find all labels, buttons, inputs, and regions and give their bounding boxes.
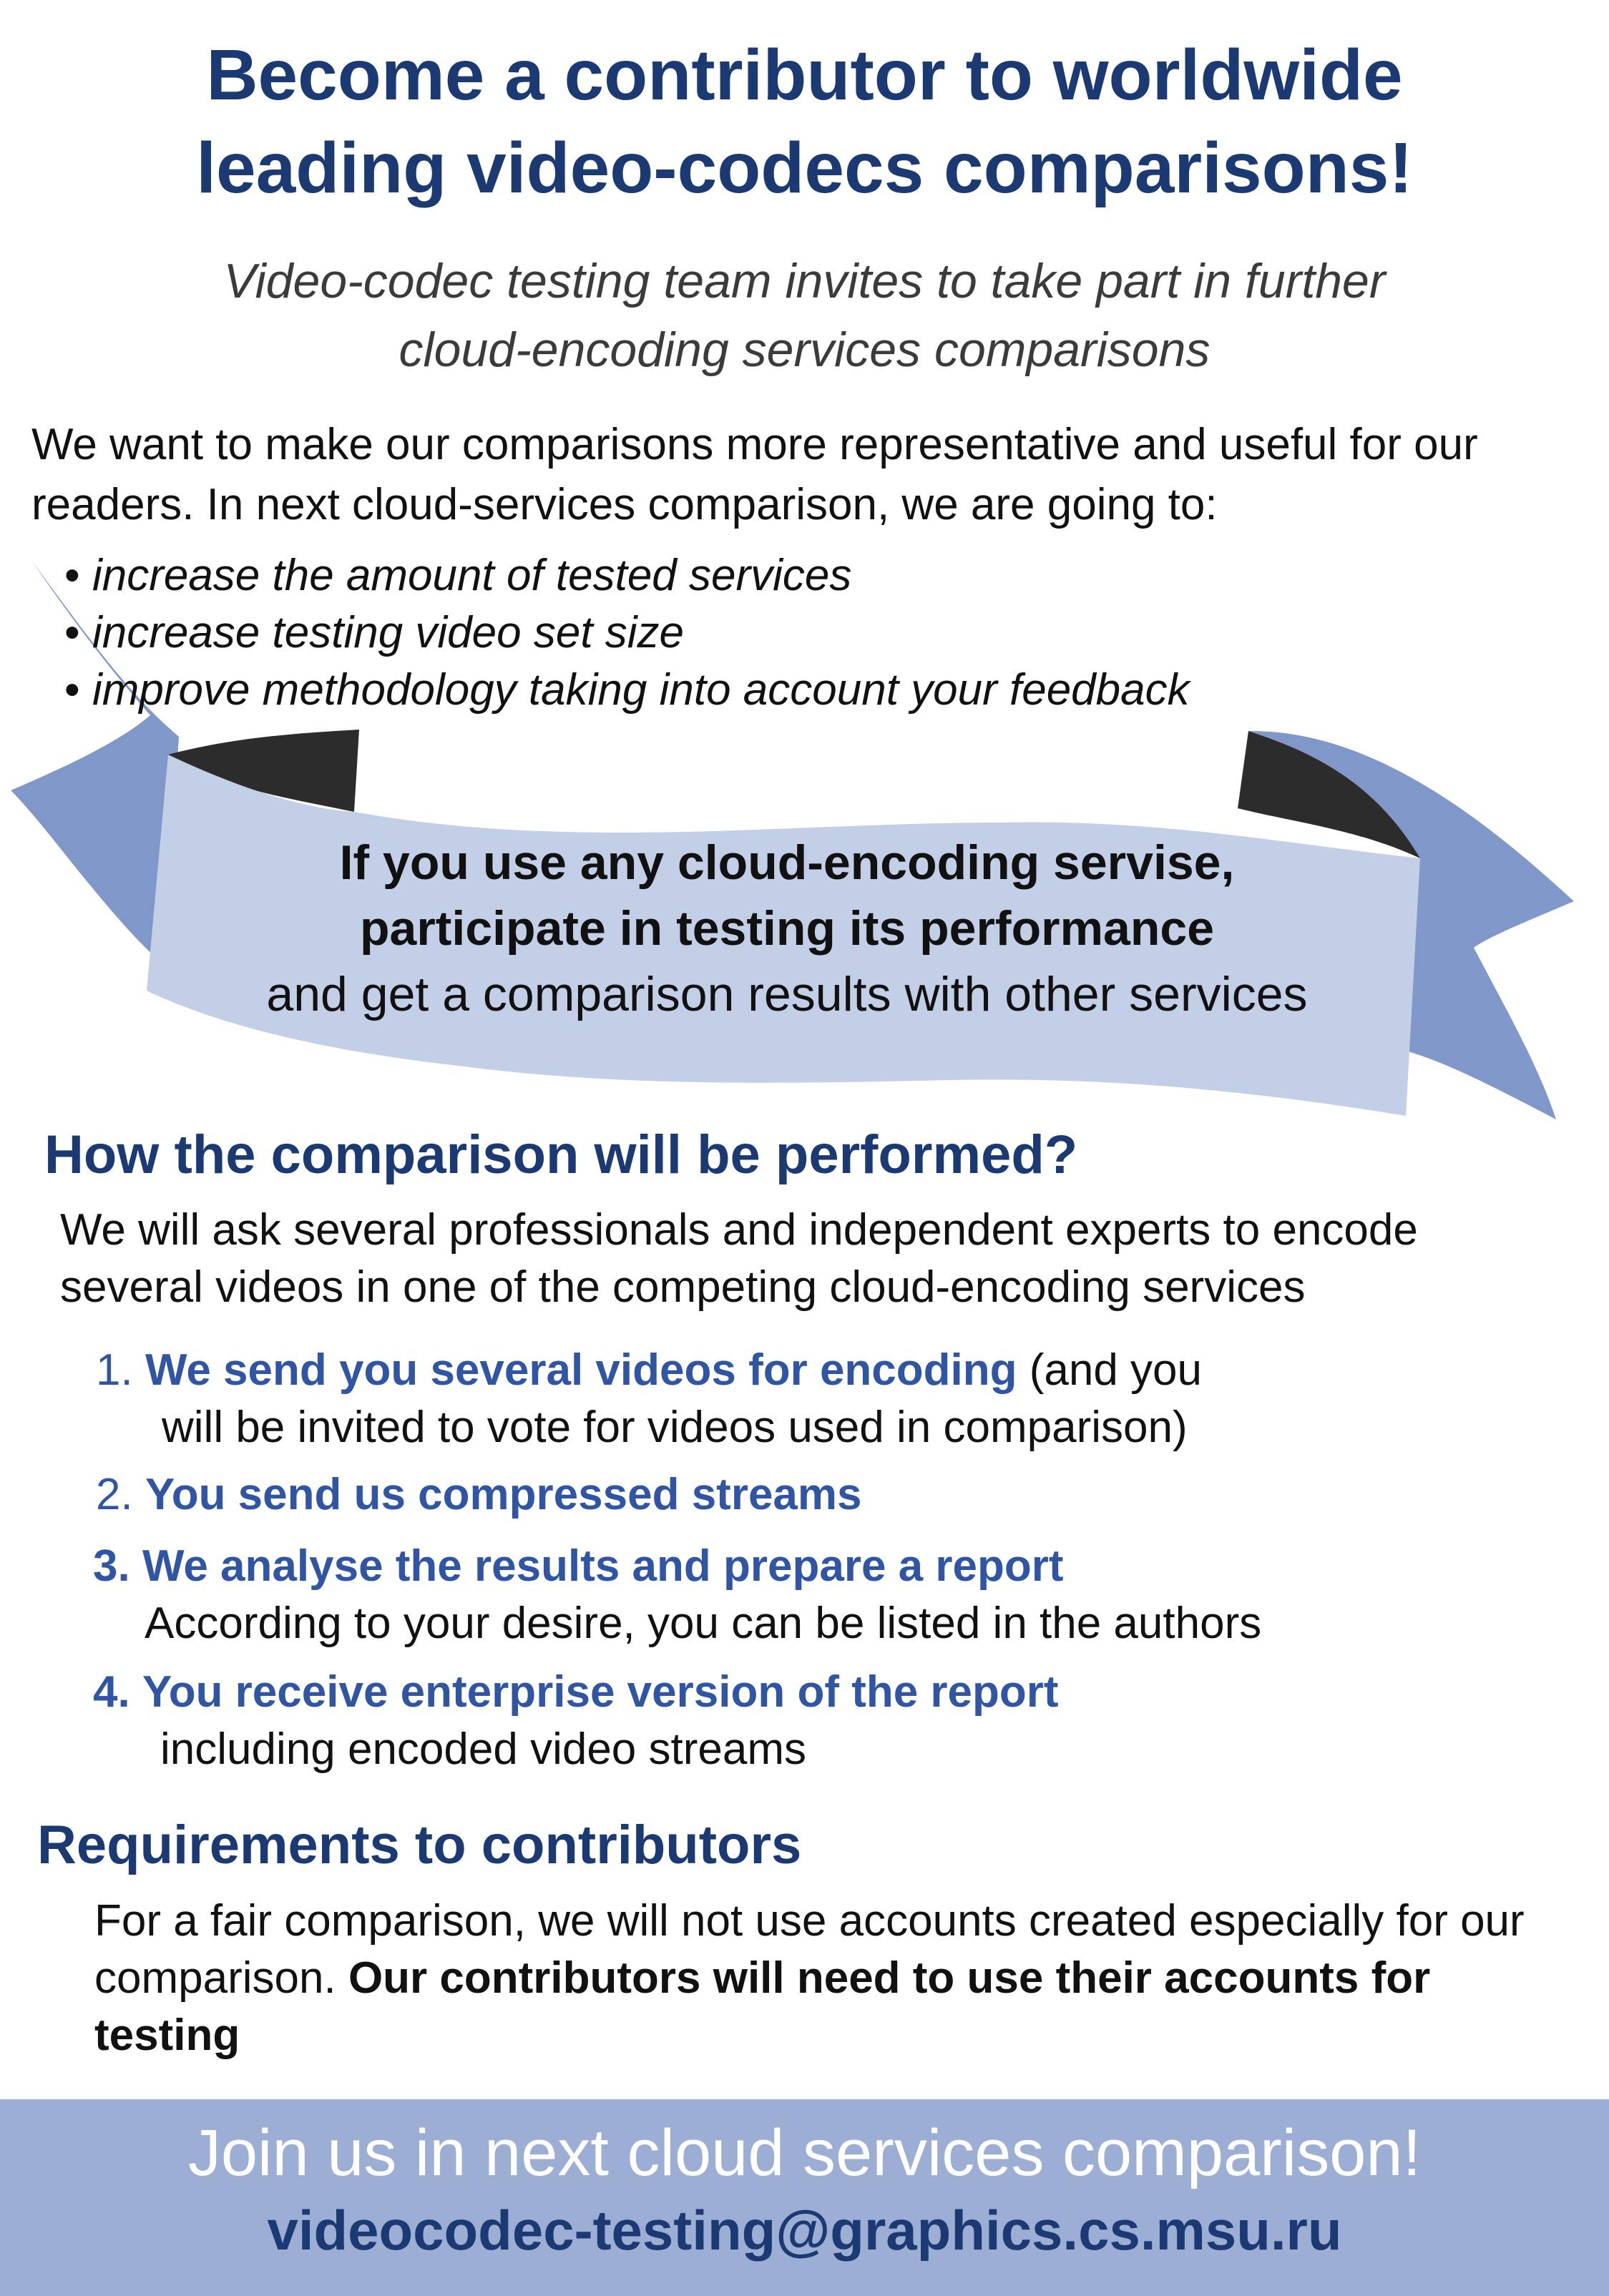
step-title: We analyse the results and prepare a report [142,1541,1064,1591]
step-title: You receive enterprise version of the report [142,1667,1059,1717]
requirements-heading: Requirements to contributors [37,1815,802,1875]
requirements-bold-text: Our contributors will need to use their accounts for testing [94,1953,1431,2060]
subtitle [72,247,1537,384]
banner-callout [165,830,1409,1027]
how-heading: How the comparison will be performed? [44,1124,1078,1185]
list-item: • increase testing video set size [64,604,1495,662]
banner-line-3: and get a comparison results with other services [266,967,1308,1021]
subtitle-line-2: cloud-encoding services comparisons [398,323,1211,377]
step-3 [93,1538,1261,1652]
requirements-description [94,1893,1568,2064]
step-continuation: including encoded video streams [160,1725,806,1774]
step-number: 3. [93,1541,130,1591]
step-4 [93,1664,1059,1778]
step-rest: (and you [1029,1345,1203,1395]
step-number: 1. [96,1345,133,1395]
list-item: • increase the amount of tested services [64,547,1495,604]
step-continuation: According to your desire, you can be listed in the authors [145,1599,1262,1648]
step-continuation: will be invited to vote for videos used in comparison) [162,1403,1188,1452]
intro-text: We want to make our comparisons more representative and useful for our readers. In next cloud-services comparison, we are going to: [31,420,1478,529]
goals-list [64,547,1495,719]
page-title [43,29,1566,215]
how-description: We will ask several professionals and independent experts to encode several videos in one of the competing cloud-encoding services [60,1205,1418,1312]
step-1 [96,1342,1455,1456]
footer-title: Join us in next cloud services comparison! [187,2116,1422,2189]
subtitle-line-1: Video-codec testing team invites to take part in further [223,254,1386,308]
list-item: • improve methodology taking into account your feedback [64,662,1495,719]
banner-line-1: If you use any cloud-encoding servise, [339,835,1235,890]
step-2 [96,1466,862,1524]
step-number: 2. [96,1470,133,1519]
requirements-text: For a fair comparison, we will not use accounts created especially for our comparison. [94,1896,1525,2003]
contact-email-link[interactable]: videocodec-testing@graphics.cs.msu.ru [267,2199,1342,2262]
step-title: We send you several videos for encoding [145,1345,1017,1395]
step-number: 4. [93,1667,130,1717]
title-line-2: leading video-codecs comparisons! [196,128,1413,208]
step-title: You send us compressed streams [145,1470,862,1519]
title-line-1: Become a contributor to worldwide [206,35,1403,115]
banner-line-2: participate in testing its performance [359,901,1215,956]
